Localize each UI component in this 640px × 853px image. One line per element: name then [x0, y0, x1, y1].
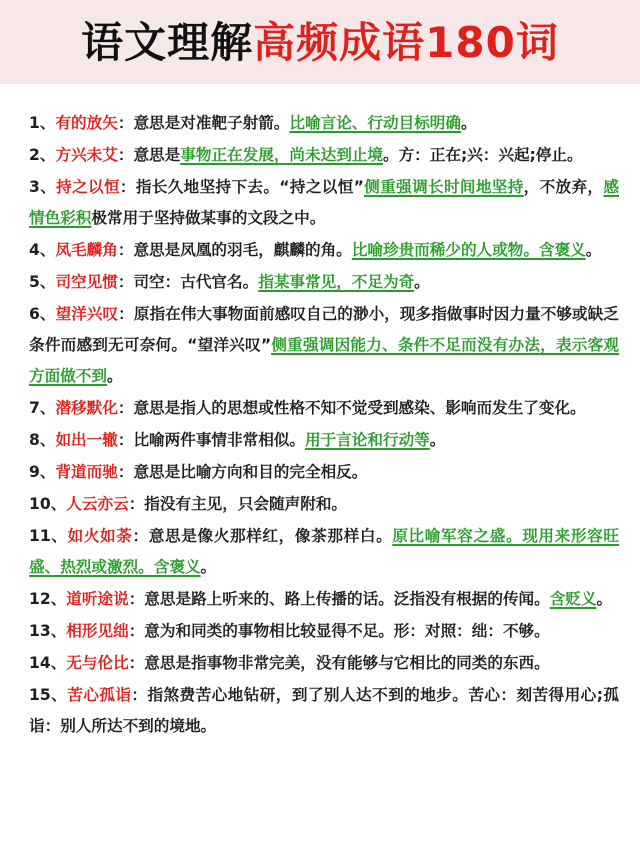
idiom-term: 背道而驰	[55, 463, 118, 481]
idiom-entry	[29, 108, 619, 139]
entry-text: 比喻两件事情非常相似。	[133, 431, 305, 449]
idiom-entry	[29, 457, 619, 488]
entry-text: 指长久地坚持下去。“持之以恒”	[135, 178, 364, 196]
idiom-term: 凤毛麟角	[55, 241, 118, 259]
idiom-term: 无与伦比	[66, 654, 129, 672]
entry-number: 2、	[29, 146, 56, 164]
entry-number: 12、	[29, 590, 67, 608]
entry-text: 指没有主见，只会随声附和。	[144, 495, 348, 513]
entry-text: 。	[414, 273, 430, 291]
idiom-entry	[29, 235, 619, 266]
entry-number: 1、	[29, 114, 56, 132]
idiom-entry	[29, 425, 619, 456]
entry-separator: ：	[117, 114, 134, 132]
idiom-entry	[29, 584, 619, 615]
entry-number: 7、	[29, 399, 56, 417]
entry-separator: ：	[117, 146, 134, 164]
entry-text: 意思是指事物非常完美，没有能够与它相比的同类的东西。	[144, 654, 550, 672]
idiom-entry	[29, 680, 619, 742]
entry-highlight: 侧重强调因能力、条件不足而没有办法，表示客观方面做不到	[29, 336, 619, 385]
entry-number: 6、	[29, 305, 56, 323]
idiom-entry	[29, 489, 619, 520]
entry-text: 。	[429, 431, 446, 449]
entry-number: 8、	[29, 431, 56, 449]
entry-separator: ：	[117, 431, 134, 449]
entry-text: 司空：古代官名。	[133, 273, 259, 291]
idiom-list	[29, 108, 619, 743]
entry-separator: ：	[128, 495, 145, 513]
idiom-term: 道听途说	[66, 590, 129, 608]
entry-text: 。方：正在;兴：兴起;停止。	[382, 146, 583, 164]
entry-number: 11、	[29, 527, 68, 545]
entry-number: 13、	[29, 622, 67, 640]
idiom-term: 相形见绌	[66, 622, 129, 640]
entry-text: 意为和同类的事物相比较显得不足。形：对照：绌：不够。	[144, 622, 550, 640]
entry-text: ，不放弃，	[523, 178, 604, 196]
idiom-entry	[29, 616, 619, 647]
idiom-term: 潜移默化	[55, 399, 118, 417]
entry-separator: ：	[117, 399, 134, 417]
entry-text: 。	[460, 114, 477, 132]
entry-text: 意思是路上听来的、路上传播的话。泛指没有根据的传闻。	[144, 590, 550, 608]
entry-text: 极常用于坚持做某事的文段之中。	[91, 209, 326, 227]
idiom-entry	[29, 521, 619, 583]
entry-highlight: 原比喻军容之盛。现用来形容旺盛、热烈或激烈。含褒义	[29, 527, 619, 576]
idiom-term: 司空见惯	[55, 273, 118, 291]
entry-number: 14、	[29, 654, 67, 672]
entry-separator: ：	[117, 463, 134, 481]
entry-text: 。	[585, 241, 602, 259]
entry-text: 指煞费苦心地钻研，到了别人达不到的地步。苦心：刻苦得用心;孤诣：别人所达不到的境地。	[29, 686, 619, 735]
idiom-term: 人云亦云	[66, 495, 129, 513]
page-title	[0, 12, 640, 74]
idiom-entry	[29, 393, 619, 424]
entry-number: 10、	[29, 495, 67, 513]
idiom-term: 望洋兴叹	[55, 305, 119, 323]
entry-separator: ：	[128, 654, 145, 672]
entry-highlight: 用于言论和行动等	[305, 431, 430, 449]
idiom-entry	[29, 648, 619, 679]
entry-text: 意思是比喻方向和目的完全相反。	[133, 463, 368, 481]
entry-highlight: 指某事常见，不足为奇	[258, 273, 415, 291]
entry-separator: ：	[117, 273, 134, 291]
entry-highlight: 含贬义	[549, 590, 597, 608]
idiom-term: 苦心孤诣	[67, 686, 132, 704]
entry-highlight: 比喻珍贵而稀少的人或物。含褒义	[351, 241, 586, 259]
entry-number: 15、	[29, 686, 68, 704]
entry-number: 5、	[29, 273, 56, 291]
entry-separator: ：	[128, 590, 145, 608]
entry-number: 9、	[29, 463, 56, 481]
entry-separator: ：	[119, 178, 136, 196]
entry-separator: ：	[131, 686, 148, 704]
idiom-term: 如火如荼	[67, 527, 133, 545]
entry-text: 意思是指人的思想或性格不知不觉受到感染、影响而发生了变化。	[133, 399, 586, 417]
idiom-entry	[29, 267, 619, 298]
entry-separator: ：	[118, 305, 134, 323]
entry-number: 3、	[29, 178, 57, 196]
entry-highlight: 事物正在发展，尚未达到止境	[180, 146, 383, 164]
idiom-entry	[29, 299, 619, 392]
entry-text: 。	[596, 590, 613, 608]
title-part-red: 高频成语180词	[253, 18, 559, 67]
entry-text: 意思是对准靶子射箭。	[133, 114, 290, 132]
entry-separator: ：	[117, 241, 134, 259]
idiom-term: 如出一辙	[55, 431, 118, 449]
entry-text: 。	[106, 367, 123, 385]
entry-text: 意思是	[133, 146, 181, 164]
idiom-entry	[29, 140, 619, 171]
entry-text: 意思是像火那样红，像茶那样白。	[148, 527, 393, 545]
idiom-term: 方兴未艾	[55, 146, 118, 164]
entry-number: 4、	[29, 241, 56, 259]
entry-highlight: 侧重强调长时间地坚持	[363, 178, 524, 196]
entry-separator: ：	[128, 622, 145, 640]
idiom-entry	[29, 172, 619, 234]
entry-text: 原指在伟大事物面前感叹自己的渺小，现多指做事时因力量不够或缺乏条件而感到无可奈何。“望洋兴叹”	[29, 305, 619, 354]
idiom-term: 持之以恒	[56, 178, 120, 196]
entry-text: 。	[200, 558, 217, 576]
title-part-black: 语文理解	[81, 18, 254, 67]
entry-separator: ：	[132, 527, 149, 545]
entry-highlight: 感情色彩积	[29, 178, 619, 227]
entry-highlight: 比喻言论、行动目标明确	[289, 114, 461, 132]
idiom-term: 有的放矢	[55, 114, 118, 132]
entry-text: 意思是凤凰的羽毛，麒麟的角。	[133, 241, 352, 259]
